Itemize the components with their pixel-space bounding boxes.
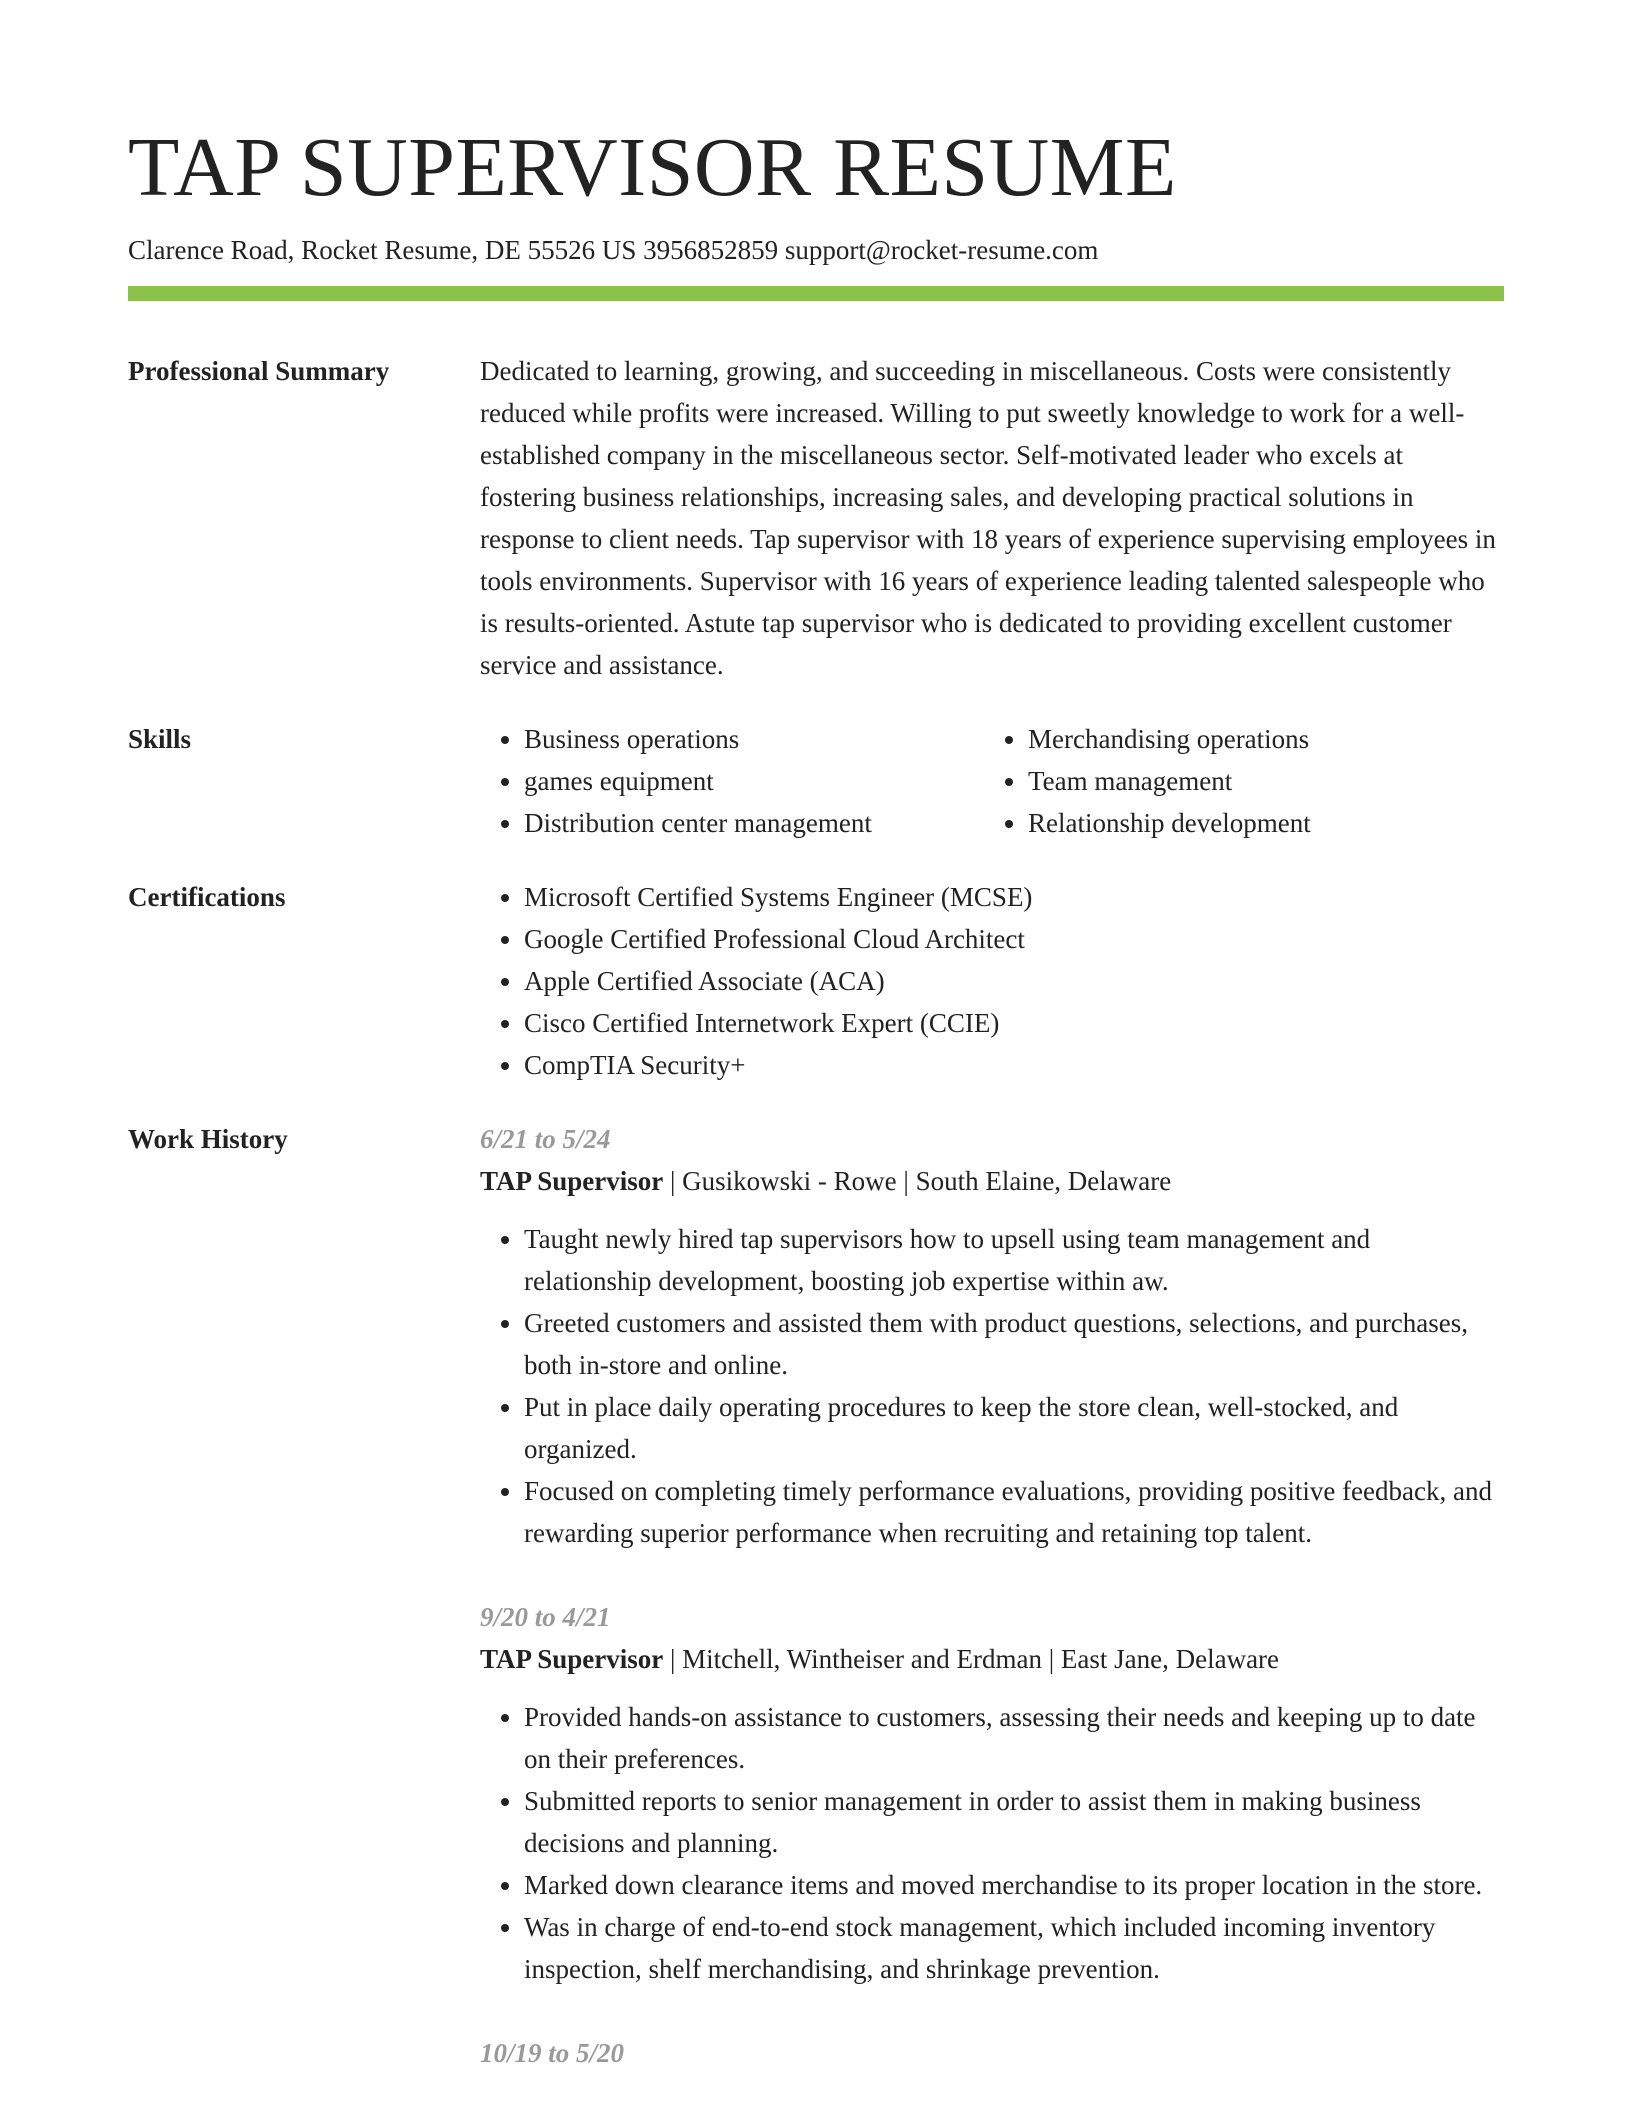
header-divider: [128, 286, 1504, 301]
job-title: TAP Supervisor: [480, 1166, 664, 1196]
skill-item: • games equipment: [524, 760, 984, 802]
job-entry: [480, 2032, 1504, 2074]
skills-list-left: [480, 718, 984, 844]
job-bullet: • Focused on completing timely performance evaluations, providing positive feedback, and rewarding superior performance when recruiting and retaining top talent.: [524, 1470, 1504, 1554]
certifications-body: [480, 876, 1504, 1086]
skills-grid: [480, 718, 1504, 844]
skills-column-left: [480, 718, 984, 844]
job-bullet: • Greeted customers and assisted them with product questions, selections, and purchases, both in-store and online.: [524, 1302, 1504, 1386]
job-title: TAP Supervisor: [480, 1644, 664, 1674]
certification-item: • Google Certified Professional Cloud Architect: [524, 918, 1504, 960]
job-heading: [480, 1638, 1504, 1680]
summary-body: [480, 350, 1504, 686]
job-dates: 10/19 to 5/20: [480, 2038, 625, 2068]
certifications-list: [480, 876, 1504, 1086]
summary-label: Professional Summary: [128, 356, 390, 386]
contact-info: Clarence Road, Rocket Resume, DE 55526 US 3956852859 support@rocket-resume.com: [128, 235, 1099, 265]
skill-item: • Merchandising operations: [1028, 718, 1488, 760]
job-bullet: • Was in charge of end-to-end stock management, which included incoming inventory inspection, shelf merchandising, and shrinkage prevention.: [524, 1906, 1504, 1990]
skill-item: • Team management: [1028, 760, 1488, 802]
job-dates: 6/21 to 5/24: [480, 1124, 611, 1154]
job-bullets: [480, 1696, 1504, 1990]
job-entry: [480, 1118, 1504, 1554]
skills-label: Skills: [128, 724, 192, 754]
work-history-body: [480, 1118, 1504, 2116]
job-employer-location: | Gusikowski - Rowe | South Elaine, Delaware: [663, 1166, 1172, 1196]
summary-text: Dedicated to learning, growing, and succeeding in miscellaneous. Costs were consistently reduced while profits were increased. Willing to put sweetly knowledge to work for a well-established company in the miscellaneous sector. Self-motivated leader who excels at fostering business relationships, increasing sales, and developing practical solutions in response to client needs. Tap supervisor with 18 years of experience supervising employees in tools environments. Supervisor with 16 years of experience leading talented salespeople who is results-oriented. Astute tap supervisor who is dedicated to providing excellent customer service and assistance.: [480, 356, 1496, 680]
job-bullet: • Taught newly hired tap supervisors how to upsell using team management and relationship development, boosting job expertise within aw.: [524, 1218, 1504, 1302]
job-heading: [480, 1160, 1504, 1202]
job-bullets: [480, 1218, 1504, 1554]
job-entry: [480, 1596, 1504, 1990]
skill-item: • Relationship development: [1028, 802, 1488, 844]
certifications-label: Certifications: [128, 882, 286, 912]
job-bullet: • Submitted reports to senior management in order to assist them in making business decisions and planning.: [524, 1780, 1504, 1864]
skills-list-right: [984, 718, 1488, 844]
job-bullet: • Provided hands-on assistance to customers, assessing their needs and keeping up to date on their preferences.: [524, 1696, 1504, 1780]
skills-body: [480, 718, 1504, 844]
certification-item: • Apple Certified Associate (ACA): [524, 960, 1504, 1002]
certification-item: • Cisco Certified Internetwork Expert (CCIE): [524, 1002, 1504, 1044]
skill-item: • Distribution center management: [524, 802, 984, 844]
job-bullet: • Marked down clearance items and moved merchandise to its proper location in the store.: [524, 1864, 1504, 1906]
job-dates: 9/20 to 4/21: [480, 1602, 611, 1632]
skill-item: • Business operations: [524, 718, 984, 760]
job-employer-location: | Mitchell, Wintheiser and Erdman | East Jane, Delaware: [663, 1644, 1280, 1674]
certification-item: • CompTIA Security+: [524, 1044, 1504, 1086]
skills-column-right: [984, 718, 1488, 844]
job-bullet: • Put in place daily operating procedures to keep the store clean, well-stocked, and organized.: [524, 1386, 1504, 1470]
resume-title: TAP SUPERVISOR RESUME: [128, 121, 1177, 214]
work-history-label: Work History: [128, 1124, 288, 1154]
certification-item: • Microsoft Certified Systems Engineer (MCSE): [524, 876, 1504, 918]
